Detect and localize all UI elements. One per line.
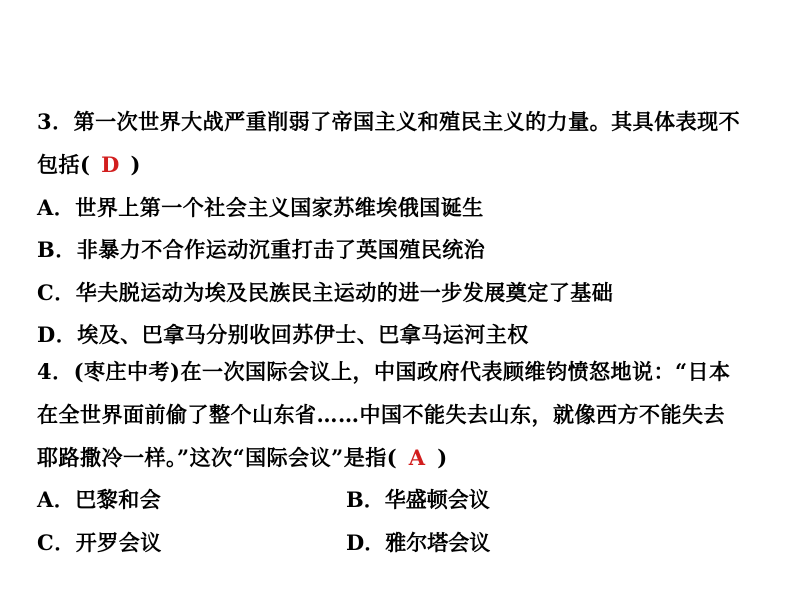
q3-stem-line1: 3．第一次世界大战严重削弱了帝国主义和殖民主义的力量。其具体表现不 [37,109,741,134]
q3-option-c: C．华夫脱运动为埃及民族民主运动的进一步发展奠定了基础 [37,280,614,305]
q3-option-a: A．世界上第一个社会主义国家苏维埃俄国诞生 [37,195,484,220]
q4-stem-line2: 在全世界面前偷了整个山东省……中国不能失去山东，就像西方不能失去 [37,402,725,427]
q4-stem-line1: 4．(枣庄中考)在一次国际会议上，中国政府代表顾维钧愤怒地说：“日本 [37,359,731,384]
q3-stem-line2 [37,151,141,179]
q4-stem-prefix: 耶路撒冷一样。”这次“国际会议”是指( [37,445,398,470]
q4-stem-line3 [37,444,448,472]
q3-stem-suffix: ) [130,152,141,177]
q3-option-b: B．非暴力不合作运动沉重打击了英国殖民统治 [37,237,486,262]
q4-answer: A [408,445,426,470]
q3-answer: D [101,152,120,177]
q4-option-c: C．开罗会议 [37,530,162,555]
q4-stem-suffix: ) [437,445,448,470]
q4-option-a: A．巴黎和会 [37,487,162,512]
q3-option-d: D．埃及、巴拿马分别收回苏伊士、巴拿马运河主权 [37,322,529,347]
q4-option-d: D．雅尔塔会议 [346,530,491,555]
q3-stem-prefix: 包括( [37,152,91,177]
q4-option-b: B．华盛顿会议 [346,487,490,512]
